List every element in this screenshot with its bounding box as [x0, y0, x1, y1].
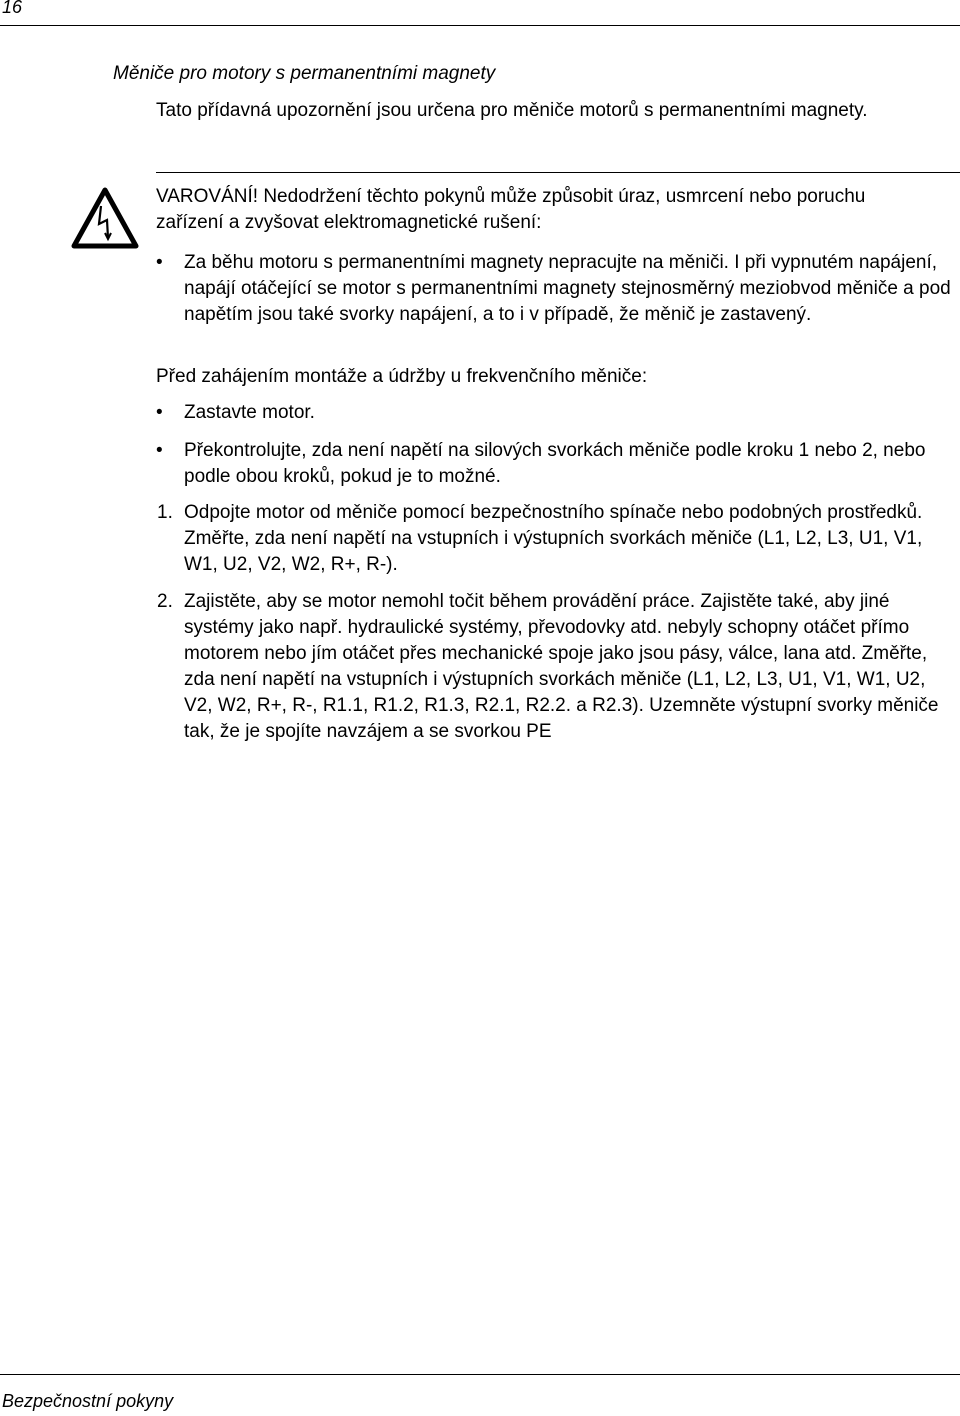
- step-number: 2.: [157, 591, 173, 612]
- footer-divider: [0, 1374, 960, 1375]
- numbered-step: [156, 589, 956, 745]
- intro-paragraph: Tato přídavná upozornění jsou určena pro měniče motorů s permanentními magnety.: [156, 100, 868, 121]
- bullet-text-running-motor: Za běhu motoru s permanentními magnety nepracujte na měniči. I při vypnutém napájení, napájí otáčející se motor s permanentními magnety stejnosměrný meziobvod měniče a pod napětím jsou také svorky napájení, a to i v případě, že měnič je zastavený.: [184, 252, 951, 325]
- header-divider: [0, 25, 960, 26]
- section-title: Měniče pro motory s permanentními magnety: [113, 63, 496, 84]
- bullet-marker: •: [156, 440, 163, 461]
- list-item: [156, 438, 956, 490]
- bullet-text-stop-motor: Zastavte motor.: [184, 402, 315, 423]
- step-text-secure-motor: Zajistěte, aby se motor nemohl točit během provádění práce. Zajistěte také, aby jiné systémy jako např. hydraulické systémy, převodovky atd. nebyly schopny otáčet přímo motorem nebo jím otáčet přes mechanické spoje jako jsou pásy, válce, lana atd. Změřte, zda není napětí na vstupních i výstupních svorkách měniče (L1, L2, L3, U1, V1, W1, U2, V2, W2, R+, R-, R1.1, R1.2, R1.3, R2.1, R2.2. a R2.3). Uzemněte výstupní svorky měniče tak, že je spojíte navzájem a se svorkou PE: [184, 591, 939, 742]
- page-number: 16: [2, 0, 23, 17]
- warning-text: VAROVÁNÍ! Nedodržení těchto pokynů může způsobit úraz, usmrcení nebo poruchu zařízení a zvyšovat elektromagnetické rušení:: [156, 186, 866, 233]
- numbered-step: [156, 500, 956, 578]
- step-text-disconnect: Odpojte motor od měniče pomocí bezpečnostního spínače nebo podobných prostředků. Změřte, zda není napětí na vstupních i výstupních svorkách měniče (L1, L2, L3, U1, V1, W1, U2, V2, W2, R+, R-).: [184, 502, 923, 575]
- step-number: 1.: [157, 502, 173, 523]
- list-item: [156, 400, 956, 426]
- footer-title: Bezpečnostní pokyny: [2, 1391, 174, 1411]
- list-item: [156, 250, 956, 328]
- warning-divider: [156, 172, 960, 173]
- bullet-marker: •: [156, 252, 163, 273]
- bullet-marker: •: [156, 402, 163, 423]
- electrical-hazard-icon: [70, 186, 140, 250]
- bullet-text-check-voltage: Překontrolujte, zda není napětí na silových svorkách měniče podle kroku 1 nebo 2, nebo podle obou kroků, pokud je to možné.: [184, 440, 926, 487]
- before-installation-text: Před zahájením montáže a údržby u frekvenčního měniče:: [156, 366, 648, 387]
